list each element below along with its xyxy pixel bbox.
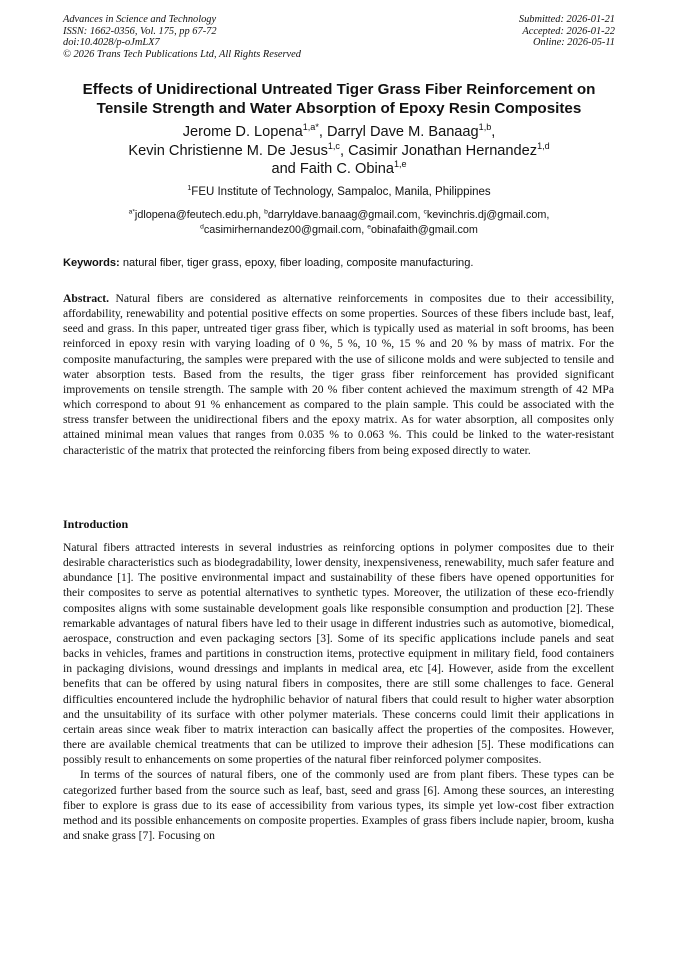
journal-header: [63, 14, 301, 60]
author-name: Jerome D. Lopena: [182, 124, 303, 140]
email-link[interactable]: casimirhernandez00@gmail.com: [203, 223, 362, 236]
accepted-date: Accepted: 2026-01-22: [522, 25, 615, 37]
author-affil-mark: 1,e: [393, 159, 407, 170]
authors-line-2: [40, 142, 638, 161]
email-mark: d: [200, 223, 204, 230]
email-separator: ,: [361, 223, 368, 236]
email-link[interactable]: obinafaith@gmail.com: [370, 223, 478, 236]
paper-title: [52, 80, 626, 118]
author-affil-mark: 1,a*: [302, 122, 319, 133]
emails-line-2: [40, 223, 638, 238]
journal-issn: ISSN: 1662-0356, Vol. 175, pp 67-72: [63, 25, 217, 37]
author-list: [40, 123, 638, 179]
affiliation: [40, 186, 638, 198]
author-separator: ,: [339, 142, 349, 159]
email-mark: e: [367, 223, 371, 230]
abstract-label: Abstract.: [63, 292, 110, 305]
abstract-text: Natural fibers are considered as alternative reinforcements in composites due to their accessibility, affordability, renewability and potential positive effects on some properties. Sources of these fibers include bast, leaf, seed and grass. In this paper, untreated tiger grass fiber, which is typically used as material in soft brooms, has been reinforced in epoxy resin with varying loading of 0 %, 5 %, 10 %, 15 % and 20 % by mass of matrix. For the composite manufacturing, the samples were prepared with the use of silicone molds and were subjected to tensile and water absorption tests. Based from the results, the tiger grass fiber reinforcement has provided significant improvements on tensile strength. The sample with 20 % fiber content achieved the maximum strength of 42 MPa which correspond to about 91 % enhancement as compared to the plain sample. This could be associated with the stress transfer between the unidirectional fibers and the epoxy matrix. As for water absorption, all composites only attained minimal mean values that ranges from 0.035 % to 0.063 %. This could be linked to the water-resistant characteristic of the matrix that protected the reinforcing fibers from being exposed directly to water.: [63, 292, 614, 457]
author-name: Kevin Christienne M. De Jesus: [128, 142, 328, 159]
email-separator: ,: [258, 209, 265, 221]
introduction-body: [63, 540, 614, 843]
email-list: [40, 208, 638, 237]
email-mark: a*: [128, 208, 135, 216]
introduction-paragraph-2: In terms of the sources of natural fibers, one of the commonly used are from plant fibers. These types can be categorized further based from the source such as leaf, bast, seed and grass [6]. Among these sources, an interesting fiber to explore is grass due to its ease of accessibility from various types, its simple yet low-cost fiber extraction method and its possible enhancements on composite properties. Examples of grass fibers include napier, broom, kusha and snake grass [7]. Focusing on: [63, 768, 614, 842]
email-link[interactable]: darryldave.banaag@gmail.com: [267, 209, 418, 221]
author-affil-mark: 1,b: [478, 122, 492, 133]
affiliation-mark: 1: [187, 184, 192, 193]
author-name: Darryl Dave M. Banaag: [326, 124, 479, 140]
keywords: [63, 257, 623, 269]
title-line-2: Tensile Strength and Water Absorption of Epoxy Resin Composites: [96, 100, 582, 117]
author-affil-mark: 1,c: [327, 140, 340, 151]
author-name: Faith C. Obina: [299, 161, 394, 178]
author-separator: ,: [318, 124, 327, 140]
author-name: Casimir Jonathan Hernandez: [348, 142, 538, 159]
email-mark: c: [423, 208, 427, 216]
journal-doi[interactable]: doi:10.4028/p-oJmLX7: [63, 37, 160, 49]
author-separator: ,: [491, 124, 496, 140]
submitted-date: Submitted: 2026-01-21: [518, 14, 615, 25]
authors-line-3: [40, 160, 638, 179]
emails-line-1: $^{a*}$jdlopena@feutech.edu.ph, $^b$darryldave.banaag@gmail.com, $^c$kevinchris.dj@gmail.com,: [128, 208, 550, 221]
keywords-text: natural fiber, tiger grass, epoxy, fiber loading, composite manufacturing.: [122, 257, 474, 269]
title-line-1: Effects of Unidirectional Untreated Tiger Grass Fiber Reinforcement on: [82, 81, 596, 98]
journal-name: Advances in Science and Technology: [63, 14, 217, 25]
online-date: Online: 2026-05-11: [532, 37, 615, 49]
email-link[interactable]: kevinchris.dj@gmail.com: [426, 209, 547, 221]
author-affil-mark: 1,d: [537, 140, 550, 151]
keywords-label: Keywords:: [63, 257, 120, 269]
email-mark: b: [264, 208, 268, 216]
authors-line-1: [40, 123, 638, 142]
abstract: [63, 291, 614, 458]
email-separator: ,: [417, 209, 424, 221]
author-conjunction: and: [271, 161, 300, 178]
affiliation-text: FEU Institute of Technology, Sampaloc, Manila, Philippines: [191, 186, 491, 198]
journal-copyright: © 2026 Trans Tech Publications Ltd, All Rights Reserved: [63, 48, 301, 60]
introduction-heading: Introduction: [63, 517, 129, 531]
introduction-paragraph-1: Natural fibers attracted interests in several industries as reinforcing options in polymer composites due to their desirable characteristics such as biodegradability, lower density, inexpensiveness, renewability, much safer feature and abundance [1]. The positive environmental impact and sustainability of these fibers have opened opportunities for their composites to serve as potential alternatives to synthetic types. Moreover, the utilization of these eco-friendly composites aligns with some sustainable development goals like responsible consumption and production [2]. These remarkable advantages of natural fibers have led to their usage in different industries such as automotive, biomedical, aerospace, construction and even packaging sectors [3]. Some of its specific applications include panels and seat backs in vehicles, frames and partitions in construction items, protective equipment in military field, food containers in packaging divisions, wound dressings and implants in medical area, etc [4]. However, aside from the excellent benefits that can be offered by using natural fibers in composites, there are still some challenges to face. General difficulties encountered include the hydrophilic behavior of natural fibers that could result to higher water absorption and the unsuitability of its surface with other polymer materials. These concerns could limit their applications in certain areas since weak fiber to matrix interaction can basically affect the properties of the composites. However, there are available chemical treatments that can be utilized to improve their adhesion [5]. These modifications can possibly result to enhancements on some properties of the natural fiber reinforced polymer composites.: [63, 541, 614, 767]
dates-header: [519, 14, 615, 49]
email-link[interactable]: jdlopena@feutech.edu.ph: [134, 209, 259, 221]
